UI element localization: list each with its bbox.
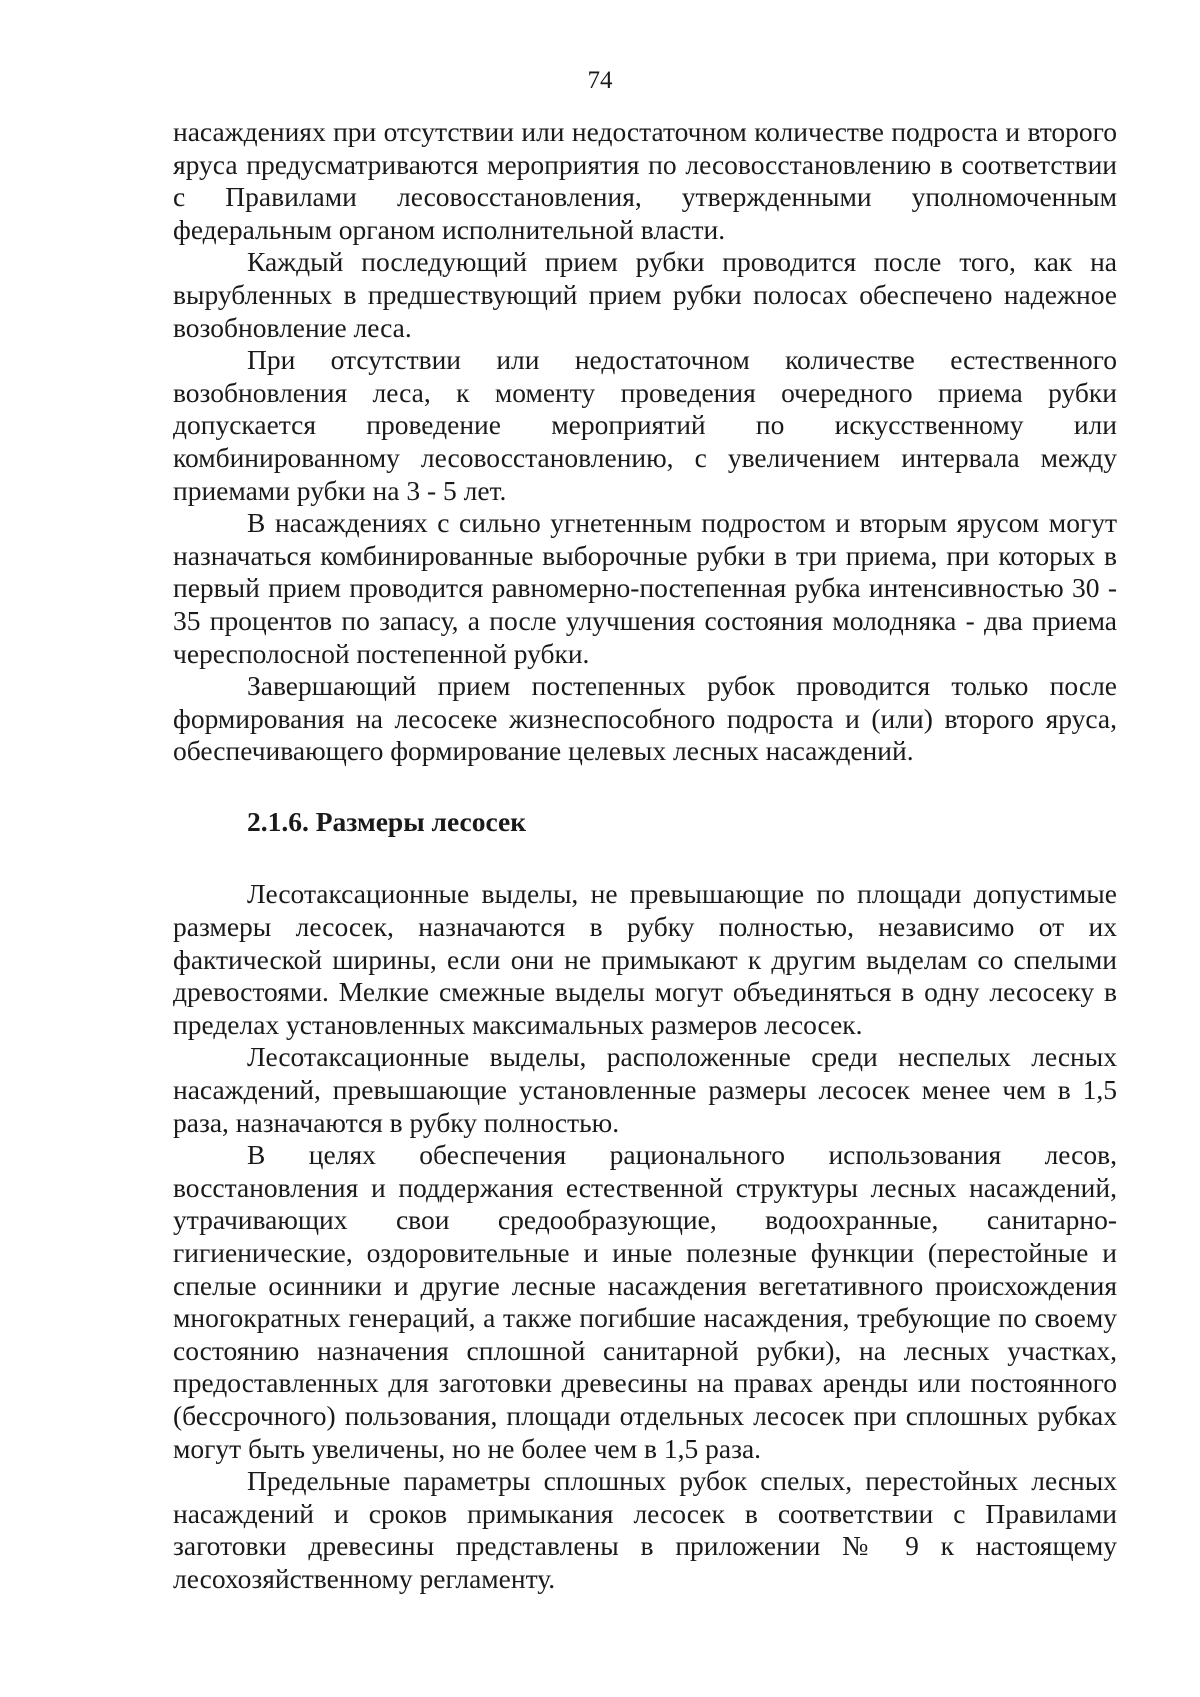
paragraph: Предельные параметры сплошных рубок спелых, перестойных лесных насаждений и сроков примыкания лесосек в соответствии с Правилами заготовки древесины представлены в приложении № 9 к настоящему лесохозяйственному регламенту. [173, 1465, 1117, 1594]
paragraph: Лесотаксационные выделы, расположенные среди неспелых лесных насаждений, превышающие установленные размеры лесосек менее чем в 1,5 раза, назначаются в рубку полностью. [173, 1041, 1117, 1138]
page-number: 74 [587, 67, 613, 94]
paragraph: При отсутствии или недостаточном количестве естественного возобновления леса, к моменту проведения очередного приема рубки допускается проведение мероприятий по искусственному или комбинированному лесовосстановлению, с увеличением интервала между приемами рубки на 3 - 5 лет. [173, 344, 1117, 506]
section-heading: 2.1.6. Размеры лесосек [247, 805, 527, 837]
paragraph: В целях обеспечения рационального использования лесов, восстановления и поддержания естественной структуры лесных насаждений, утрачивающих свои средообразующие, водоохранные, санитарно-гигиенические, оздоровительные и иные полезные функции (перестойные и спелые осинники и другие лесные насаждения вегетативного происхождения многократных генераций, а также погибшие насаждения, требующие по своему состоянию назначения сплошной санитарной рубки), на лесных участках, предоставленных для заготовки древесины на правах аренды или постоянного (бессрочного) пользования, площади отдельных лесосек при сплошных рубках могут быть увеличены, но не более чем в 1,5 раза. [173, 1139, 1117, 1464]
paragraph: Лесотаксационные выделы, не превышающие по площади допустимые размеры лесосек, назначаются в рубку полностью, независимо от их фактической ширины, если они не примыкают к другим выделам со спелыми древостоями. Мелкие смежные выделы могут объединяться в одну лесосеку в пределах установленных максимальных размеров лесосек. [173, 878, 1117, 1040]
paragraph: Каждый последующий прием рубки проводится после того, как на вырубленных в предшествующий прием рубки полосах обеспечено надежное возобновление леса. [173, 246, 1117, 343]
document-body [173, 116, 1117, 1596]
paragraph: В насаждениях с сильно угнетенным подростом и вторым ярусом могут назначаться комбинированные выборочные рубки в три приема, при которых в первый прием проводится равномерно-постепенная рубка интенсивностью 30 - 35 процентов по запасу, а после улучшения состояния молодняка - два приема чересполосной постепенной рубки. [173, 507, 1117, 669]
paragraph-continuation: насаждениях при отсутствии или недостаточном количестве подроста и второго яруса предусматриваются мероприятия по лесовосстановлению в соответствии с Правилами лесовосстановления, утвержденными уполномоченным федеральным органом исполнительной власти. [173, 116, 1117, 245]
paragraph: Завершающий прием постепенных рубок проводится только после формирования на лесосеке жизнеспособного подроста и (или) второго яруса, обеспечивающего формирование целевых лесных насаждений. [173, 670, 1117, 767]
